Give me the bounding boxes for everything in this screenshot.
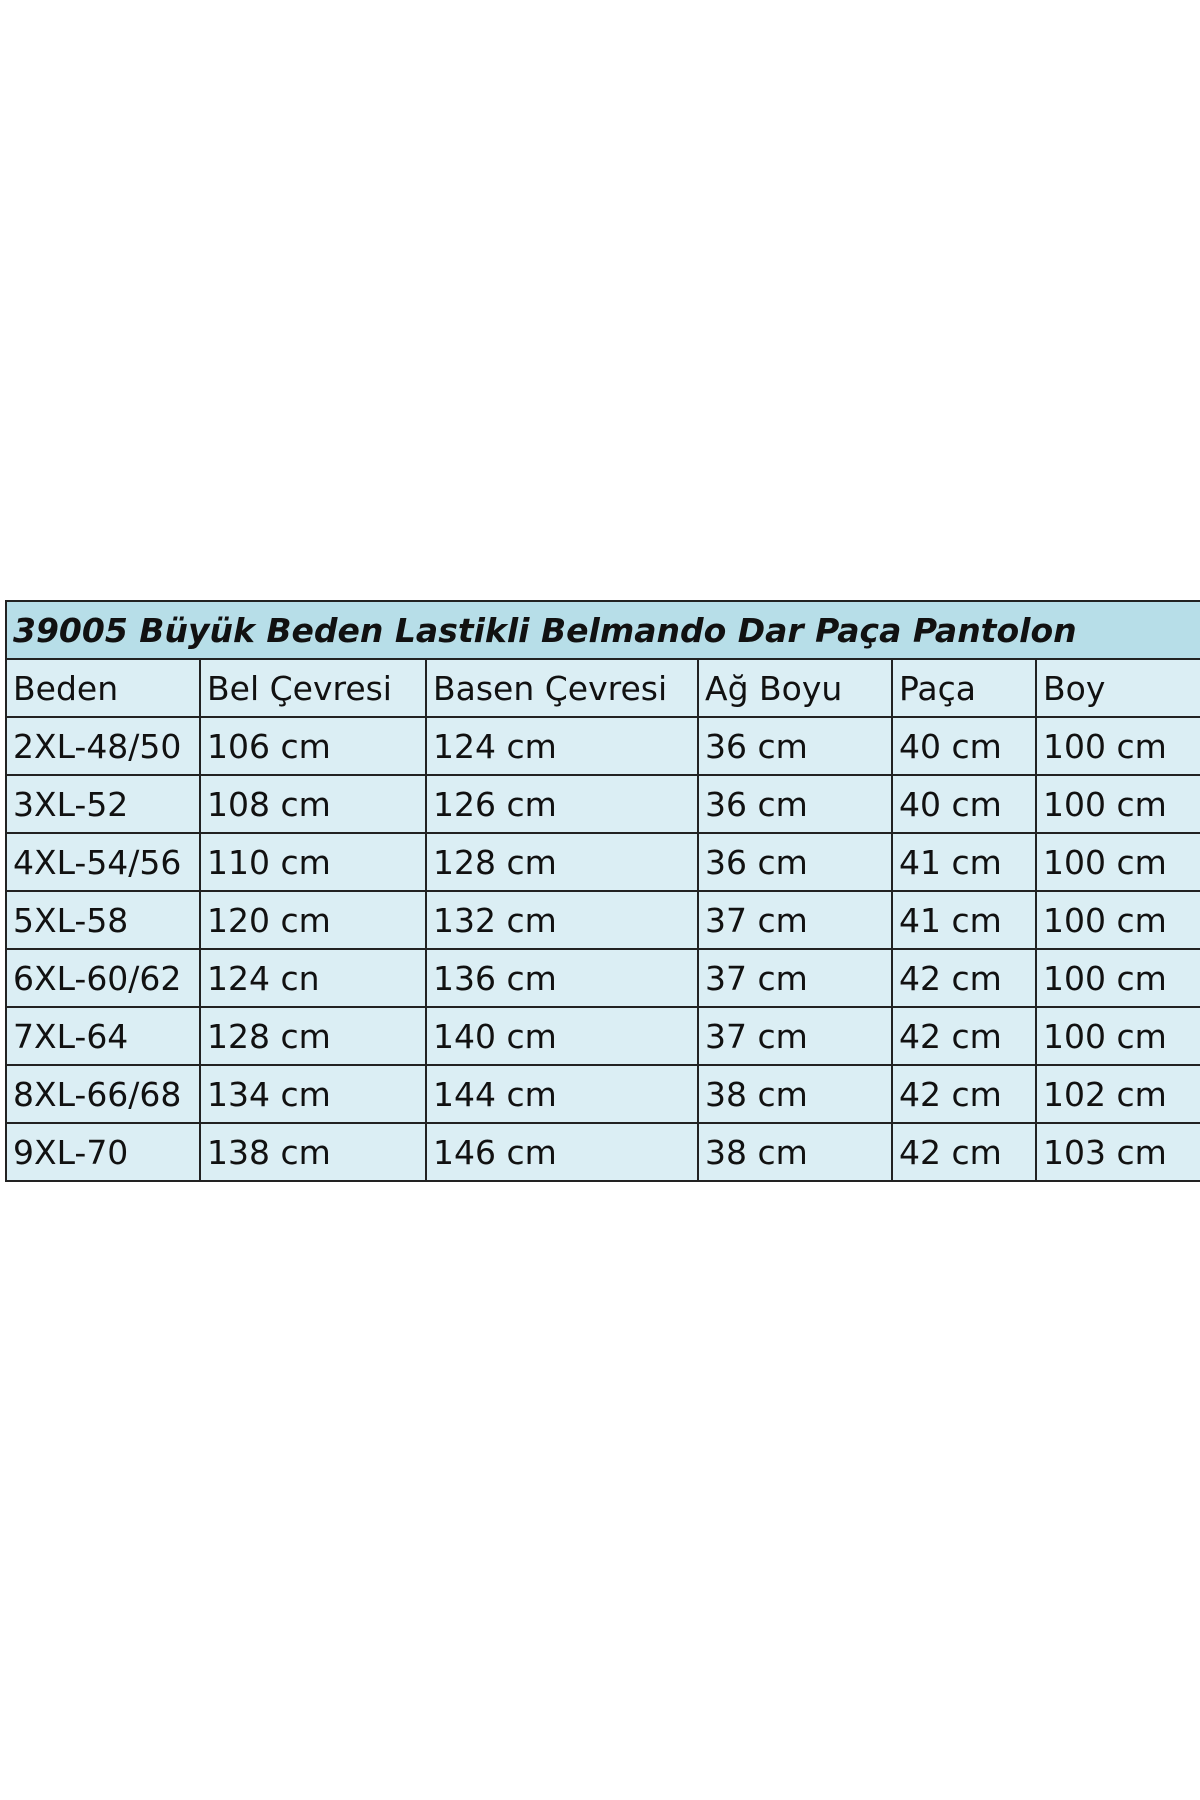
table-row	[6, 1123, 1200, 1181]
cell-hip: 124 cm	[426, 717, 698, 775]
cell-waist: 106 cm	[200, 717, 426, 775]
table-title: 39005 Büyük Beden Lastikli Belmando Dar Paça Pantolon	[6, 601, 1200, 659]
header-basen-cevresi: Basen Çevresi	[426, 659, 698, 717]
cell-leg-opening: 41 cm	[892, 833, 1036, 891]
size-table	[5, 600, 1200, 1182]
table-row	[6, 1065, 1200, 1123]
cell-rise: 38 cm	[698, 1123, 892, 1181]
cell-length: 102 cm	[1036, 1065, 1200, 1123]
cell-leg-opening: 42 cm	[892, 1007, 1036, 1065]
cell-length: 100 cm	[1036, 891, 1200, 949]
cell-leg-opening: 42 cm	[892, 1065, 1036, 1123]
cell-rise: 36 cm	[698, 833, 892, 891]
table-body	[6, 717, 1200, 1181]
cell-waist: 110 cm	[200, 833, 426, 891]
cell-length: 100 cm	[1036, 775, 1200, 833]
header-paca: Paça	[892, 659, 1036, 717]
cell-rise: 36 cm	[698, 775, 892, 833]
header-beden: Beden	[6, 659, 200, 717]
cell-leg-opening: 40 cm	[892, 775, 1036, 833]
cell-hip: 146 cm	[426, 1123, 698, 1181]
cell-rise: 37 cm	[698, 891, 892, 949]
cell-length: 100 cm	[1036, 833, 1200, 891]
cell-waist: 124 cn	[200, 949, 426, 1007]
cell-leg-opening: 41 cm	[892, 891, 1036, 949]
cell-length: 100 cm	[1036, 949, 1200, 1007]
table-row	[6, 1007, 1200, 1065]
cell-size: 6XL-60/62	[6, 949, 200, 1007]
cell-waist: 134 cm	[200, 1065, 426, 1123]
cell-size: 2XL-48/50	[6, 717, 200, 775]
table-row	[6, 775, 1200, 833]
cell-waist: 120 cm	[200, 891, 426, 949]
cell-length: 100 cm	[1036, 1007, 1200, 1065]
cell-rise: 37 cm	[698, 949, 892, 1007]
header-bel-cevresi: Bel Çevresi	[200, 659, 426, 717]
cell-leg-opening: 42 cm	[892, 949, 1036, 1007]
cell-hip: 126 cm	[426, 775, 698, 833]
cell-rise: 36 cm	[698, 717, 892, 775]
header-ag-boyu: Ağ Boyu	[698, 659, 892, 717]
size-chart	[5, 600, 1200, 1182]
cell-waist: 108 cm	[200, 775, 426, 833]
cell-size: 4XL-54/56	[6, 833, 200, 891]
table-row	[6, 891, 1200, 949]
cell-size: 8XL-66/68	[6, 1065, 200, 1123]
cell-hip: 144 cm	[426, 1065, 698, 1123]
cell-leg-opening: 40 cm	[892, 717, 1036, 775]
cell-size: 9XL-70	[6, 1123, 200, 1181]
cell-rise: 37 cm	[698, 1007, 892, 1065]
cell-hip: 140 cm	[426, 1007, 698, 1065]
header-boy: Boy	[1036, 659, 1200, 717]
cell-length: 103 cm	[1036, 1123, 1200, 1181]
cell-waist: 138 cm	[200, 1123, 426, 1181]
cell-leg-opening: 42 cm	[892, 1123, 1036, 1181]
cell-hip: 128 cm	[426, 833, 698, 891]
cell-rise: 38 cm	[698, 1065, 892, 1123]
table-row	[6, 717, 1200, 775]
cell-length: 100 cm	[1036, 717, 1200, 775]
cell-waist: 128 cm	[200, 1007, 426, 1065]
cell-size: 5XL-58	[6, 891, 200, 949]
cell-hip: 136 cm	[426, 949, 698, 1007]
cell-size: 3XL-52	[6, 775, 200, 833]
cell-hip: 132 cm	[426, 891, 698, 949]
cell-size: 7XL-64	[6, 1007, 200, 1065]
header-row	[6, 659, 1200, 717]
table-row	[6, 833, 1200, 891]
table-row	[6, 949, 1200, 1007]
title-row	[6, 601, 1200, 659]
